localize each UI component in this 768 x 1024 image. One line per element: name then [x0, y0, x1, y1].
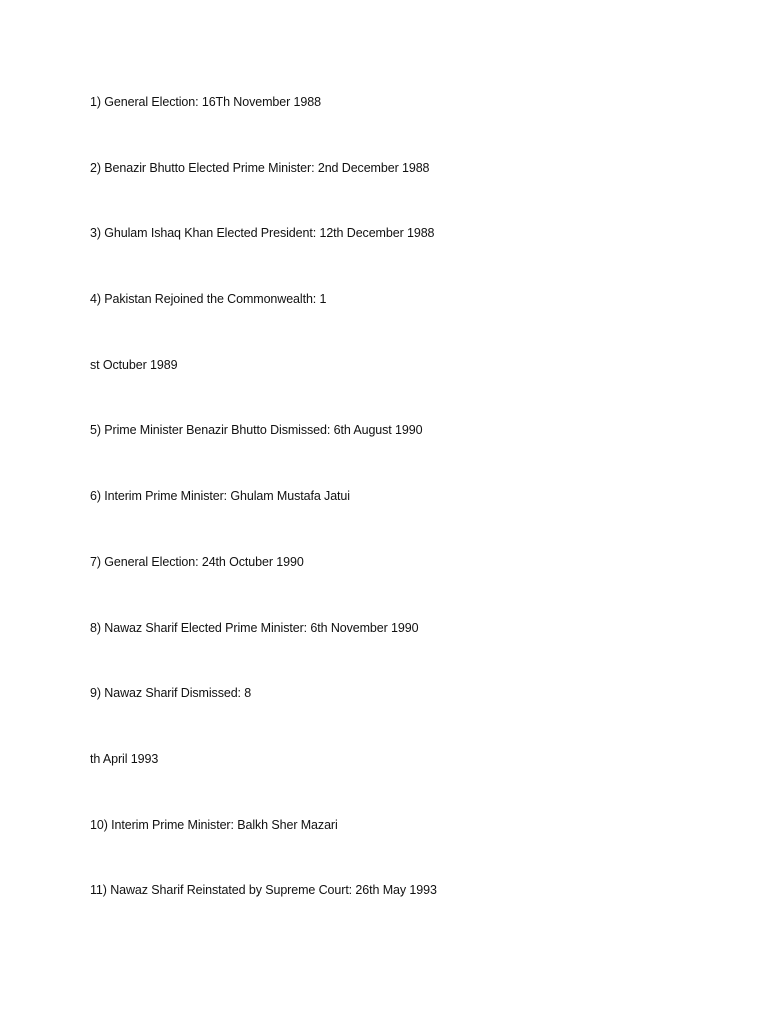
list-item: 4) Pakistan Rejoined the Commonwealth: 1	[90, 292, 327, 307]
list-item: 5) Prime Minister Benazir Bhutto Dismissed: 6th August 1990	[90, 423, 423, 438]
list-item: 6) Interim Prime Minister: Ghulam Mustafa Jatui	[90, 489, 350, 504]
list-item: st Octuber 1989	[90, 357, 178, 372]
list-item: 11) Nawaz Sharif Reinstated by Supreme Court: 26th May 1993	[90, 883, 437, 898]
list-item: 2) Benazir Bhutto Elected Prime Minister: 2nd December 1988	[90, 160, 430, 175]
list-item: 9) Nawaz Sharif Dismissed: 8	[90, 686, 252, 701]
list-item: 8) Nawaz Sharif Elected Prime Minister: 6th November 1990	[90, 620, 419, 635]
list-item: 7) General Election: 24th Octuber 1990	[90, 554, 304, 569]
list-item: 10) Interim Prime Minister: Balkh Sher Mazari	[90, 817, 338, 832]
list-item: 3) Ghulam Ishaq Khan Elected President: 12th December 1988	[90, 226, 435, 241]
event-list	[90, 92, 437, 946]
list-item: 1) General Election: 16Th November 1988	[90, 95, 321, 109]
list-item: th April 1993	[90, 751, 159, 766]
